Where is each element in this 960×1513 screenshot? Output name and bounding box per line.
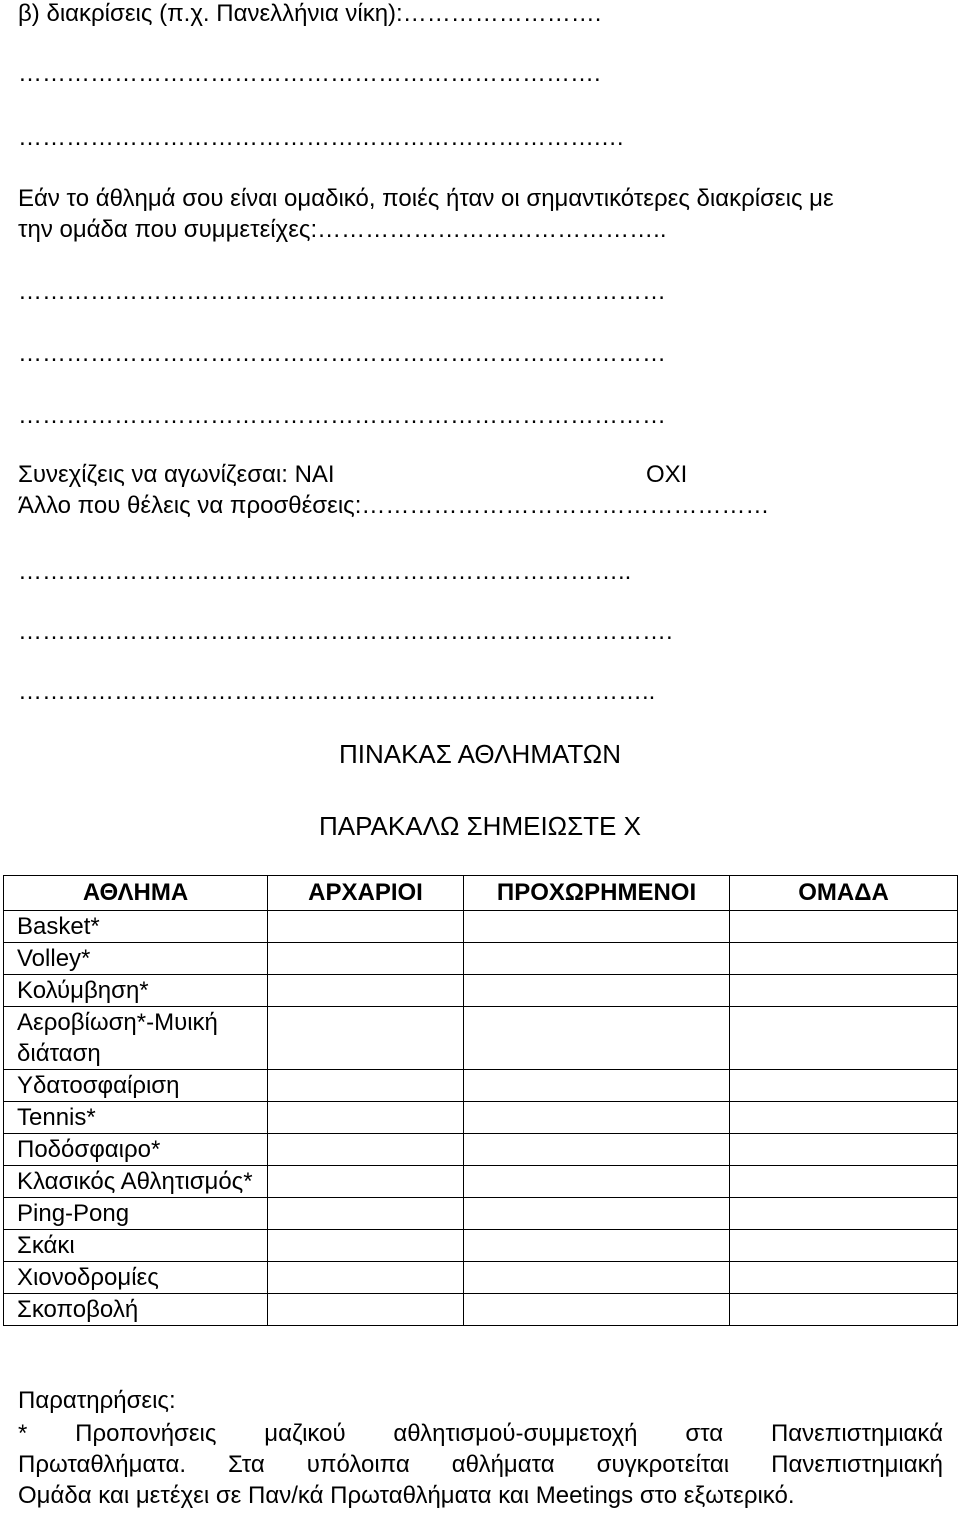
team-question-dots[interactable]: …………………………………….. — [317, 216, 667, 243]
advanced-cell[interactable] — [464, 975, 730, 1007]
continue-question — [18, 461, 335, 489]
table-row — [4, 1230, 958, 1262]
sport-name: Αεροβίωση*-Μυική διάταση — [4, 1007, 268, 1070]
sport-name: Κολύμβηση* — [4, 975, 268, 1007]
continue-yes-label[interactable]: Συνεχίζεις να αγωνίζεσαι: ΝΑΙ — [18, 461, 335, 488]
advanced-cell[interactable] — [464, 1198, 730, 1230]
team-question-label: την ομάδα που συμμετείχες: — [18, 216, 318, 243]
blank-line[interactable]: ………………………………………………………………………. — [18, 618, 673, 645]
blank-line[interactable]: ……………………………………………………………….… — [18, 124, 625, 151]
sport-name: Volley* — [4, 943, 268, 975]
table-title: ΠΙΝΑΚΑΣ ΑΘΛΗΜΑΤΩΝ — [338, 739, 622, 769]
header-beginners: ΑΡΧΑΡΙΟΙ — [268, 876, 464, 911]
team-cell[interactable] — [730, 1102, 958, 1134]
advanced-cell[interactable] — [464, 943, 730, 975]
advanced-cell[interactable] — [464, 1134, 730, 1166]
table-row — [4, 1070, 958, 1102]
beginners-cell[interactable] — [268, 1070, 464, 1102]
table-header-row — [4, 876, 958, 911]
distinctions-label: β) διακρίσεις (π.χ. Πανελλήνια νίκη): — [18, 0, 403, 27]
header-team: ΟΜΑΔΑ — [730, 876, 958, 911]
beginners-cell[interactable] — [268, 911, 464, 943]
sport-name: Ποδόσφαιρο* — [4, 1134, 268, 1166]
distinctions-dots[interactable]: ……………………. — [402, 0, 602, 27]
table-row — [4, 1166, 958, 1198]
advanced-cell[interactable] — [464, 1262, 730, 1294]
beginners-cell[interactable] — [268, 975, 464, 1007]
blank-line[interactable]: ………………………………………………………………. — [18, 60, 601, 87]
sport-name: Χιονοδρομίες — [4, 1262, 268, 1294]
blank-line[interactable]: ……………………………………………………………………… — [18, 278, 666, 305]
notes-label: Παρατηρήσεις: — [18, 1387, 176, 1414]
table-row — [4, 1198, 958, 1230]
blank-line[interactable]: ……………………………………………………………………… — [18, 402, 666, 429]
advanced-cell[interactable] — [464, 1007, 730, 1070]
advanced-cell[interactable] — [464, 1166, 730, 1198]
blank-line[interactable]: ………………………………………………………………….. — [18, 558, 632, 585]
sport-name: Σκοποβολή — [4, 1294, 268, 1326]
notes-line-3: Ομάδα και μετέχει σε Παν/κά Πρωταθλήματα και Meetings στο εξωτερικό. — [18, 1482, 795, 1509]
other-label: Άλλο που θέλεις να προσθέσεις: — [18, 492, 362, 519]
beginners-cell[interactable] — [268, 1294, 464, 1326]
table-row — [4, 975, 958, 1007]
advanced-cell[interactable] — [464, 1102, 730, 1134]
sport-name: Basket* — [4, 911, 268, 943]
other-line — [18, 492, 769, 520]
team-cell[interactable] — [730, 1198, 958, 1230]
table-row — [4, 1102, 958, 1134]
header-sport: ΑΘΛΗΜΑ — [4, 876, 268, 911]
notes-line-2: Πρωταθλήματα. Στα υπόλοιπα αθλήματα συγκροτείται Πανεπιστημιακή — [18, 1451, 943, 1478]
continue-no-label[interactable]: ΟΧΙ — [646, 461, 688, 488]
blank-line[interactable]: ……………………………………………………………………… — [18, 340, 666, 367]
advanced-cell[interactable] — [464, 1070, 730, 1102]
advanced-cell[interactable] — [464, 911, 730, 943]
team-cell[interactable] — [730, 1070, 958, 1102]
team-cell[interactable] — [730, 1166, 958, 1198]
advanced-cell[interactable] — [464, 1230, 730, 1262]
blank-line[interactable]: …………………………………………………………………….. — [18, 678, 656, 705]
table-row — [4, 1134, 958, 1166]
advanced-cell[interactable] — [464, 1294, 730, 1326]
team-cell[interactable] — [730, 1230, 958, 1262]
table-subtitle: ΠΑΡΑΚΑΛΩ ΣΗΜΕΙΩΣΤΕ Χ — [319, 811, 641, 841]
team-cell[interactable] — [730, 1007, 958, 1070]
beginners-cell[interactable] — [268, 1102, 464, 1134]
team-cell[interactable] — [730, 975, 958, 1007]
beginners-cell[interactable] — [268, 1198, 464, 1230]
sport-name: Tennis* — [4, 1102, 268, 1134]
sport-name: Υδατοσφαίριση — [4, 1070, 268, 1102]
team-question-line-1: Εάν το άθλημά σου είναι ομαδικό, ποιές ήταν οι σημαντικότερες διακρίσεις με — [18, 185, 834, 212]
notes-line-1: * Προπονήσεις μαζικού αθλητισμού-συμμετοχή στα Πανεπιστημιακά — [18, 1420, 943, 1447]
sport-name: Κλασικός Αθλητισμός* — [4, 1166, 268, 1198]
table-row — [4, 911, 958, 943]
team-cell[interactable] — [730, 1262, 958, 1294]
team-cell[interactable] — [730, 911, 958, 943]
beginners-cell[interactable] — [268, 943, 464, 975]
beginners-cell[interactable] — [268, 1262, 464, 1294]
sport-name: Σκάκι — [4, 1230, 268, 1262]
sports-table — [3, 875, 958, 1326]
team-cell[interactable] — [730, 943, 958, 975]
table-row — [4, 1294, 958, 1326]
header-advanced: ΠΡΟΧΩΡΗΜΕΝΟΙ — [464, 876, 730, 911]
other-dots[interactable]: …………………………………………… — [361, 492, 770, 519]
distinctions-line — [18, 0, 601, 28]
team-cell[interactable] — [730, 1134, 958, 1166]
beginners-cell[interactable] — [268, 1166, 464, 1198]
team-cell[interactable] — [730, 1294, 958, 1326]
table-row — [4, 1262, 958, 1294]
beginners-cell[interactable] — [268, 1007, 464, 1070]
table-row — [4, 943, 958, 975]
beginners-cell[interactable] — [268, 1230, 464, 1262]
beginners-cell[interactable] — [268, 1134, 464, 1166]
team-question-line-2 — [18, 216, 667, 244]
table-row — [4, 1007, 958, 1070]
sport-name: Ping-Pong — [4, 1198, 268, 1230]
